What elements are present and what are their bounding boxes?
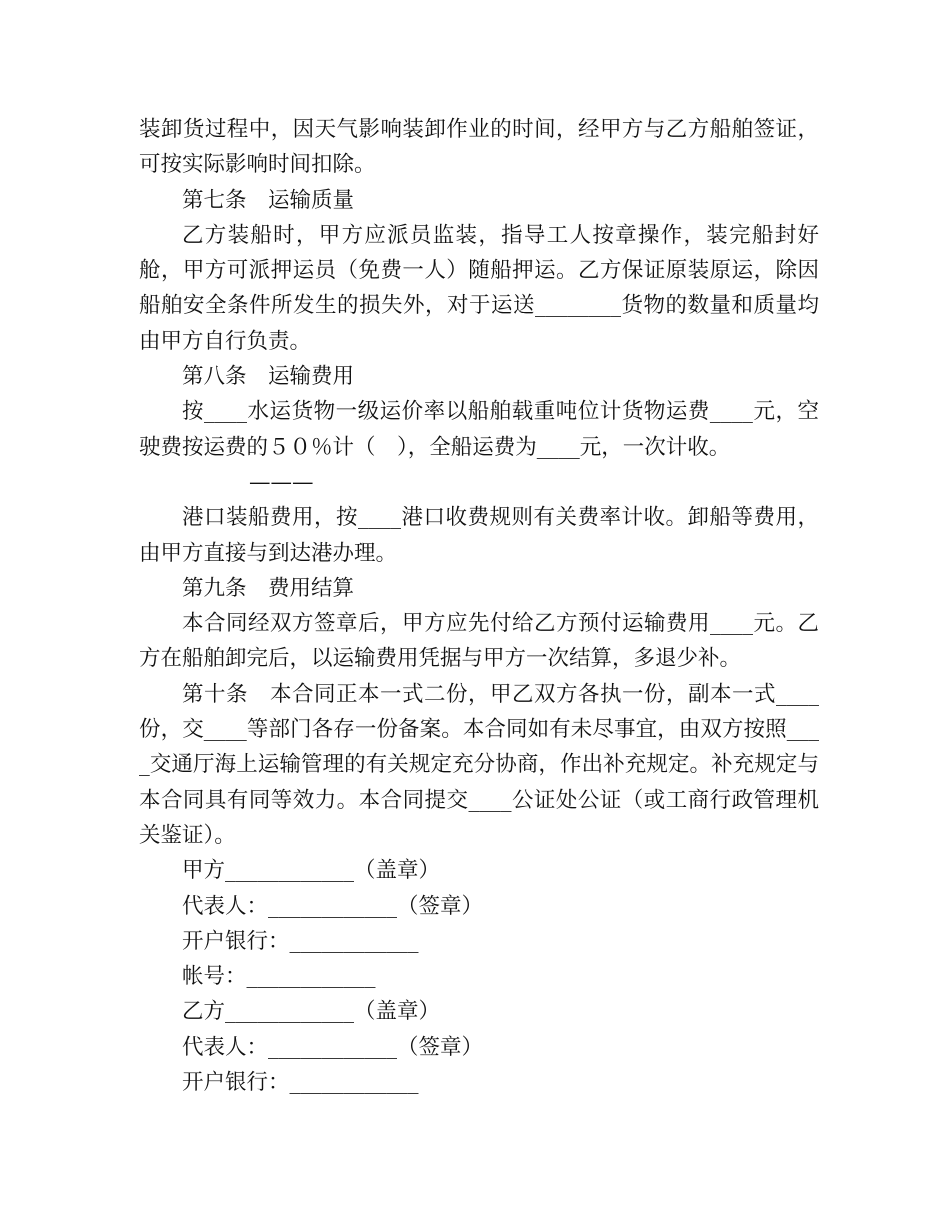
- party-b-bank-field: 开户银行：____________: [182, 1070, 419, 1096]
- paragraph-port-fees: 港口装船费用，按____港口收费规则有关费率计收。卸船等费用，由甲方直接与到达港办理。: [139, 505, 819, 566]
- paragraph-transport-quality: 乙方装船时，甲方应派员监装，指导工人按章操作，装完船封好舱，甲方可派押运员（免费一人）随船押运。乙方保证原装原运，除因船舶安全条件所发生的损失外，对于运送________货物的数量和质量均由甲方自行负责。: [139, 222, 819, 354]
- paragraph-article-10: 第十条 本合同正本一式二份，甲乙双方各执一份，副本一式____份，交____等部门各存一份备案。本合同如有未尽事宜，由双方按照____交通厅海上运输管理的有关规定充分协商，作出补充规定。补充规定与本合同具有同等效力。本合同提交____公证处公证（或工商行政管理机关鉴证）。: [139, 681, 819, 848]
- party-a-bank-field: 开户银行：____________: [182, 928, 419, 954]
- party-b-representative-field: 代表人：____________（签章）: [182, 1034, 484, 1060]
- paragraph-fee-settlement: 本合同经双方签章后，甲方应先付给乙方预付运输费用____元。乙方在船舶卸完后，以运输费用凭据与甲方一次结算，多退少补。: [139, 611, 819, 672]
- paragraph-freight-rate: 按____水运货物一级运价率以船舶载重吨位计货物运费____元，空驶费按运费的５０％计（ ），全船运费为____元，一次计收。: [139, 399, 819, 460]
- party-b-seal-field: 乙方____________（盖章）: [182, 999, 441, 1025]
- heading-article-7: 第七条 运输质量: [182, 187, 355, 213]
- heading-article-8: 第八条 运输费用: [182, 364, 355, 390]
- party-a-representative-field: 代表人：____________（签章）: [182, 893, 484, 919]
- dash-separator: ———: [249, 469, 314, 495]
- document-body: [139, 112, 819, 1100]
- party-a-seal-field: 甲方____________（盖章）: [182, 858, 441, 884]
- heading-article-9: 第九条 费用结算: [182, 575, 355, 601]
- paragraph-loading-time: 装卸货过程中，因天气影响装卸作业的时间，经甲方与乙方船舶签证，可按实际影响时间扣除。: [139, 117, 819, 178]
- party-a-account-field: 帐号：____________: [182, 964, 376, 990]
- signature-block: [139, 853, 819, 1100]
